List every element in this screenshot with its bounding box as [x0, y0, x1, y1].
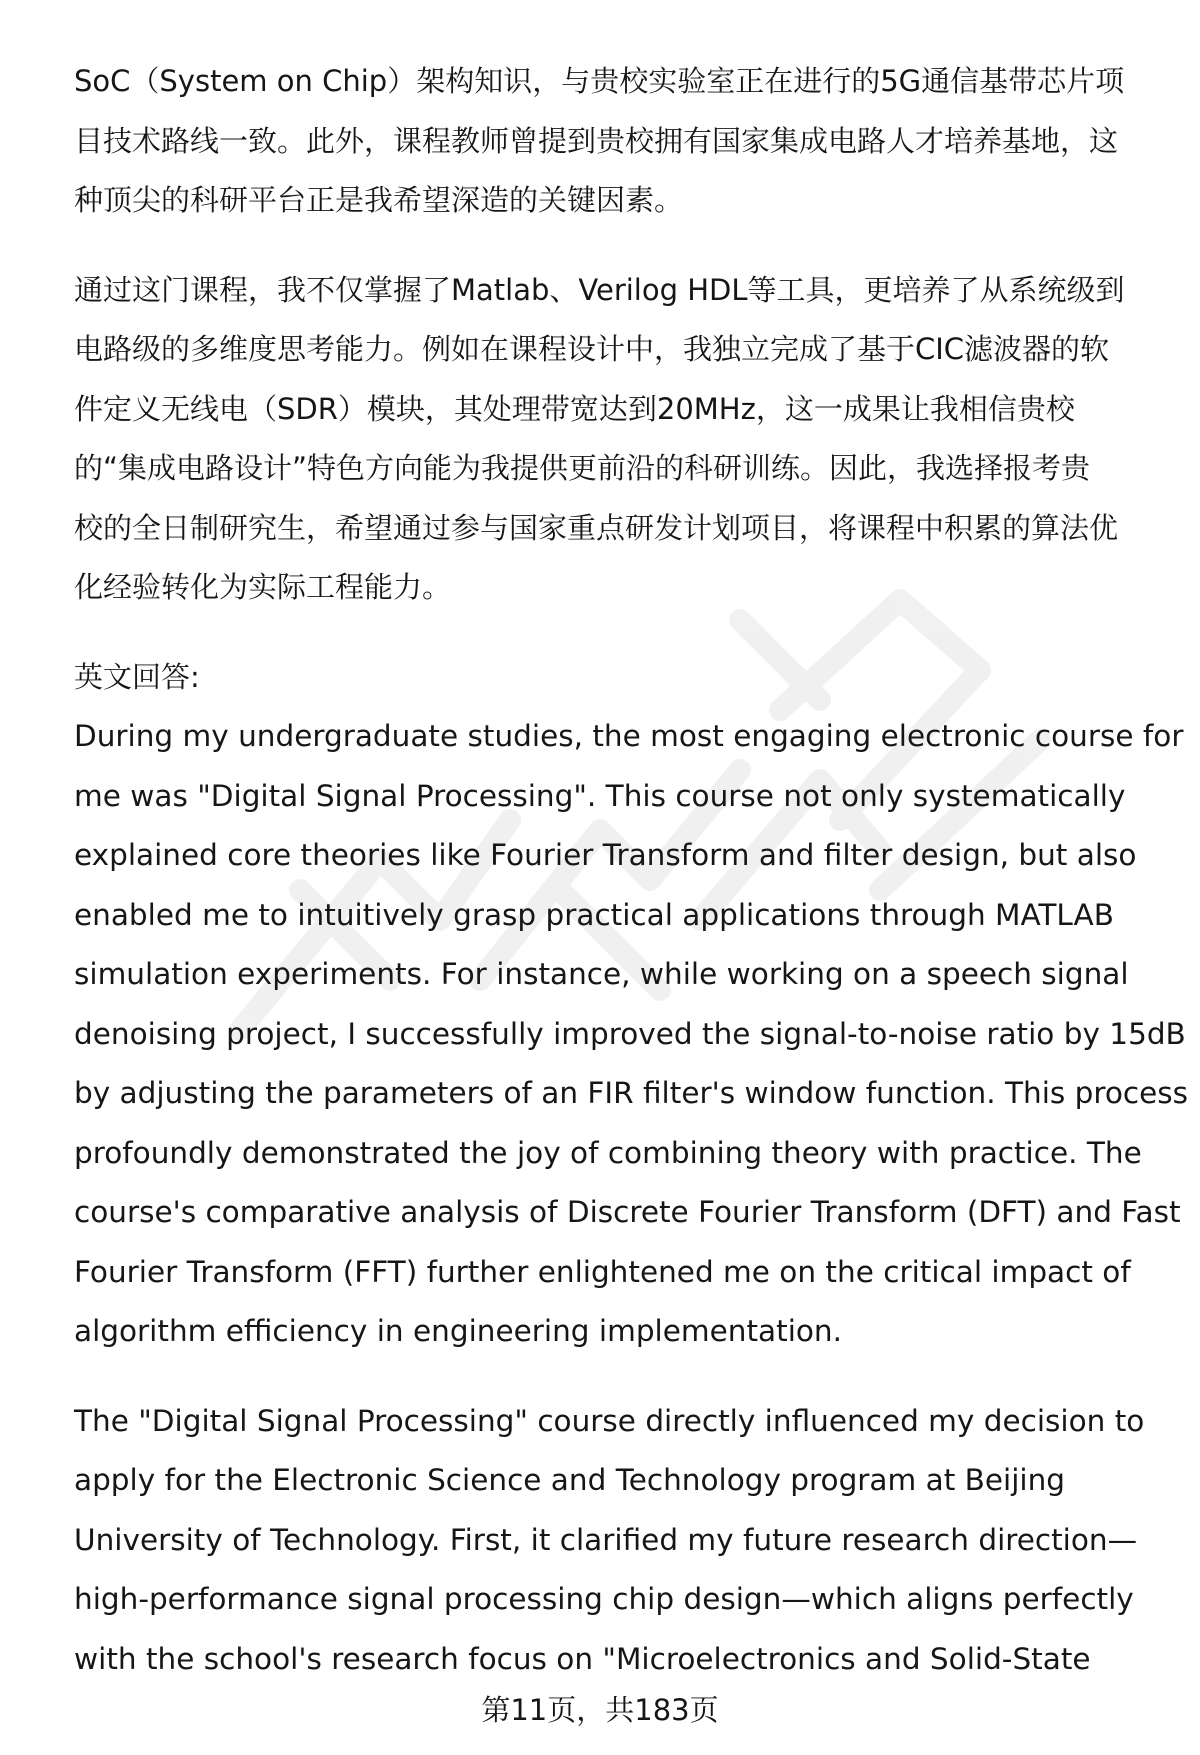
text-line: me was "Digital Signal Processing". This course not only systematically — [74, 778, 1126, 813]
text-line: high-performance signal processing chip design—which aligns perfectly — [74, 1582, 1134, 1616]
text-line: with the school's research focus on "Microelectronics and Solid-State — [74, 1641, 1091, 1676]
text-line: University of Technology. First, it clarified my future research direction— — [74, 1522, 1138, 1557]
text-line: 化经验转化为实际工程能力。 — [74, 570, 452, 604]
text-line: 校的全日制研究生，希望通过参与国家重点研发计划项目，将课程中积累的算法优 — [74, 510, 1119, 545]
main-text-column — [74, 52, 1189, 1689]
text-line: 目技术路线一致。此外，课程教师曾提到贵校拥有国家集成电路人才培养基地，这 — [74, 123, 1119, 158]
chinese-paragraph-1 — [74, 52, 1154, 231]
text-line: profoundly demonstrated the joy of combining theory with practice. The — [74, 1135, 1142, 1170]
english-answer-heading: 英文回答: — [74, 659, 200, 694]
text-line: enabled me to intuitively grasp practical applications through MATLAB — [74, 897, 1114, 932]
english-paragraph-1 — [74, 707, 1189, 1362]
text-line: 件定义无线电（SDR）模块，其处理带宽达到20MHz，这一成果让我相信贵校 — [74, 391, 1075, 426]
text-line: apply for the Electronic Science and Technology program at Beijing — [74, 1463, 1066, 1497]
text-line: course's comparative analysis of Discrete Fourier Transform (DFT) and Fast — [74, 1195, 1181, 1229]
text-line: 通过这门课程，我不仅掌握了Matlab、Verilog HDL等工具，更培养了从系统级到 — [74, 272, 1125, 307]
text-line: SoC（System on Chip）架构知识，与贵校实验室正在进行的5G通信基带芯片项 — [74, 64, 1125, 98]
text-line: During my undergraduate studies, the most engaging electronic course for — [74, 719, 1184, 753]
text-line: 种顶尖的科研平台正是我希望深造的关键因素。 — [74, 183, 684, 217]
text-line: algorithm efficiency in engineering implementation. — [74, 1314, 843, 1348]
text-line: 电路级的多维度思考能力。例如在课程设计中，我独立完成了基于CIC滤波器的软 — [74, 332, 1110, 366]
text-line: denoising project, I successfully improved the signal-to-noise ratio by 15dB — [74, 1016, 1186, 1051]
page-number-footer: 第11页，共183页 — [481, 1693, 719, 1727]
text-line: explained core theories like Fourier Transform and filter design, but also — [74, 838, 1137, 872]
text-line: Fourier Transform (FFT) further enlightened me on the critical impact of — [74, 1254, 1131, 1289]
text-line: simulation experiments. For instance, while working on a speech signal — [74, 957, 1129, 991]
text-line: 的“集成电路设计”特色方向能为我提供更前沿的科研训练。因此，我选择报考贵 — [74, 451, 1091, 485]
chinese-paragraph-2 — [74, 261, 1154, 618]
text-line: by adjusting the parameters of an FIR filter's window function. This process — [74, 1076, 1189, 1110]
english-paragraph-2 — [74, 1392, 1154, 1690]
text-line: The "Digital Signal Processing" course directly influenced my decision to — [74, 1403, 1145, 1438]
